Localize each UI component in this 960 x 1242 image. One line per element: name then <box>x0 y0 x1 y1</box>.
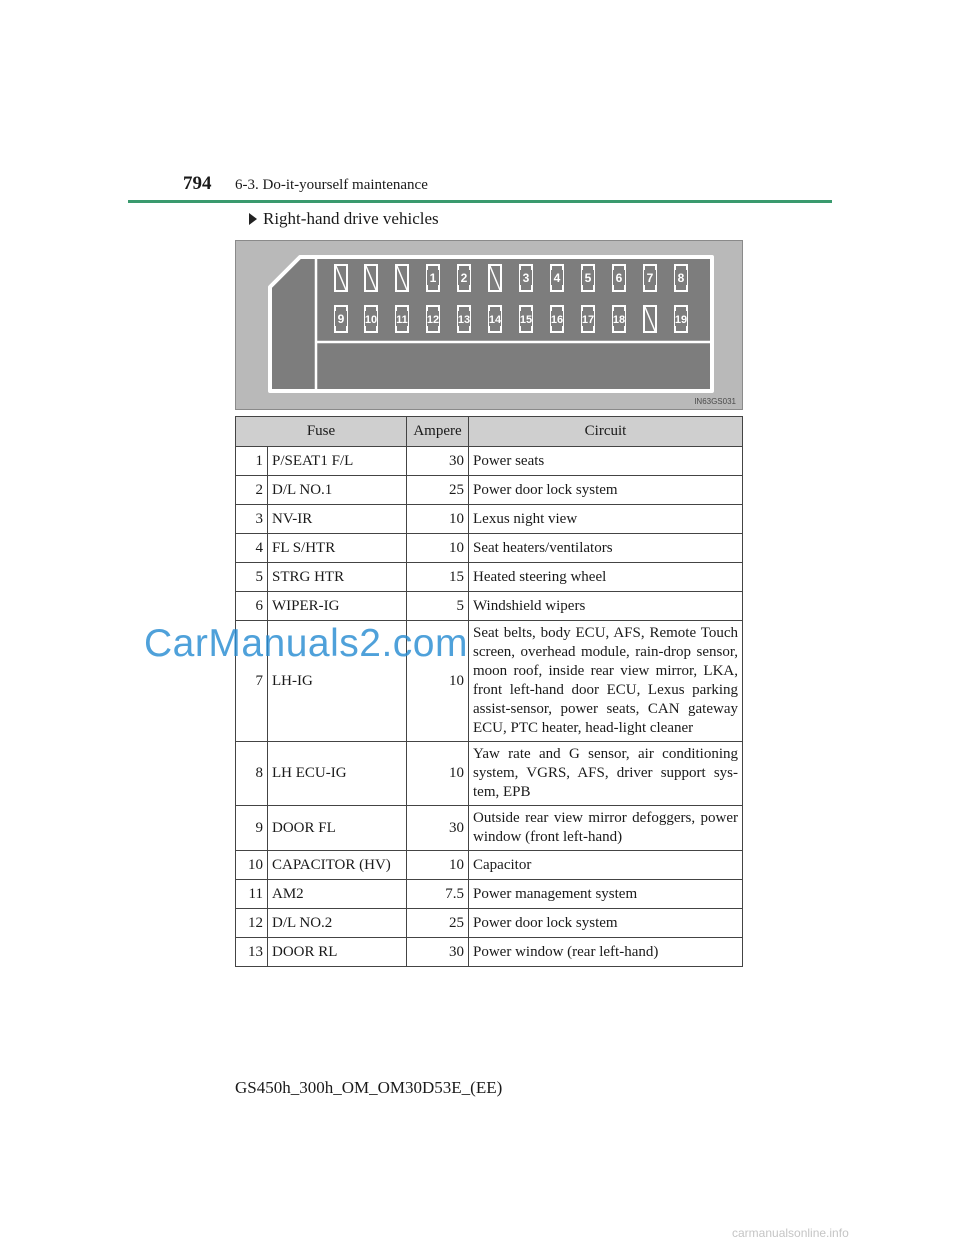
fuse-number: 1 <box>236 447 268 476</box>
footer-site: carmanualsonline.info <box>732 1226 849 1240</box>
fuse-circuit: Heated steering wheel <box>469 563 743 592</box>
fuse-number: 3 <box>236 505 268 534</box>
table-row <box>236 534 743 563</box>
fuse-circuit: Outside rear view mirror defoggers, power window (front left-hand) <box>469 806 743 851</box>
fuse-bottom-label: 16 <box>550 314 564 326</box>
fuse-ampere: 25 <box>407 476 469 505</box>
fuse-ampere: 10 <box>407 742 469 806</box>
fuse-name: DOOR RL <box>268 938 407 967</box>
fuse-box-diagram <box>236 241 744 411</box>
fuse-top-label: 7 <box>646 271 654 285</box>
table-row <box>236 851 743 880</box>
table-row <box>236 742 743 806</box>
header-fuse: Fuse <box>236 417 407 447</box>
section-title: 6-3. Do-it-yourself maintenance <box>235 177 428 193</box>
table-header-row <box>236 417 743 447</box>
fuse-bottom-label: 18 <box>612 314 626 326</box>
watermark: CarManuals2.com <box>144 622 468 665</box>
fuse-number: 6 <box>236 592 268 621</box>
fuse-ampere: 10 <box>407 851 469 880</box>
fuse-ampere: 30 <box>407 806 469 851</box>
fuse-bottom-label: 9 <box>337 312 345 326</box>
fuse-circuit: Power window (rear left-hand) <box>469 938 743 967</box>
fuse-name: FL S/HTR <box>268 534 407 563</box>
fuse-number: 5 <box>236 563 268 592</box>
fuse-circuit: Capacitor <box>469 851 743 880</box>
triangle-bullet-icon <box>249 213 257 225</box>
fuse-bottom-label: 19 <box>674 314 688 326</box>
fuse-circuit: Windshield wipers <box>469 592 743 621</box>
fuse-ampere: 25 <box>407 909 469 938</box>
header-rule <box>128 200 832 203</box>
table-row <box>236 909 743 938</box>
fuse-circuit: Power management system <box>469 880 743 909</box>
table-row <box>236 563 743 592</box>
fuse-name: STRG HTR <box>268 563 407 592</box>
fuse-ampere: 10 <box>407 534 469 563</box>
fuse-number: 12 <box>236 909 268 938</box>
fuse-number: 8 <box>236 742 268 806</box>
fuse-top-label: 8 <box>677 271 685 285</box>
fuse-name: LH-IG <box>268 621 407 742</box>
subheading-text: Right-hand drive vehicles <box>263 209 439 228</box>
fuse-table <box>235 416 743 967</box>
fuse-name: LH ECU-IG <box>268 742 407 806</box>
fuse-top-label: 3 <box>522 271 530 285</box>
fuse-number: 13 <box>236 938 268 967</box>
fuse-bottom-label: 14 <box>488 314 502 326</box>
fuse-circuit: Seat heaters/ventilators <box>469 534 743 563</box>
fuse-top-label: 6 <box>615 271 623 285</box>
fuse-name: WIPER-IG <box>268 592 407 621</box>
fuse-bottom-label: 13 <box>457 314 471 326</box>
table-row <box>236 447 743 476</box>
fuse-ampere: 7.5 <box>407 880 469 909</box>
fuse-name: AM2 <box>268 880 407 909</box>
fuse-ampere: 5 <box>407 592 469 621</box>
fuse-circuit: Power door lock system <box>469 476 743 505</box>
fuse-circuit: Lexus night view <box>469 505 743 534</box>
fuse-top-label: 5 <box>584 271 592 285</box>
fuse-bottom-label: 15 <box>519 314 533 326</box>
fuse-circuit: Yaw rate and G sensor, air conditioning system, VGRS, AFS, driver support sys-tem, EPB <box>469 742 743 806</box>
fuse-number: 7 <box>236 621 268 742</box>
table-row <box>236 880 743 909</box>
fuse-number: 4 <box>236 534 268 563</box>
fuse-name: CAPACITOR (HV) <box>268 851 407 880</box>
fuse-ampere: 30 <box>407 447 469 476</box>
fuse-name: P/SEAT1 F/L <box>268 447 407 476</box>
fuse-ampere: 15 <box>407 563 469 592</box>
figure-code: IN63GS031 <box>694 397 736 406</box>
fuse-bottom-label: 12 <box>426 314 440 326</box>
fuse-number: 11 <box>236 880 268 909</box>
table-row <box>236 806 743 851</box>
fuse-ampere: 10 <box>407 621 469 742</box>
header-circuit: Circuit <box>469 417 743 447</box>
fuse-top-label: 2 <box>460 271 468 285</box>
table-row <box>236 592 743 621</box>
fuse-circuit: Power door lock system <box>469 909 743 938</box>
fuse-number: 2 <box>236 476 268 505</box>
fuse-name: D/L NO.1 <box>268 476 407 505</box>
fuse-ampere: 30 <box>407 938 469 967</box>
header-ampere: Ampere <box>407 417 469 447</box>
fuse-bottom-label: 11 <box>396 314 408 326</box>
table-row <box>236 938 743 967</box>
fuse-number: 10 <box>236 851 268 880</box>
fuse-number: 9 <box>236 806 268 851</box>
fuse-top-label: 1 <box>429 271 437 285</box>
fuse-circuit: Seat belts, body ECU, AFS, Remote Touch screen, overhead module, rain-drop sensor, moon roof, inside rear view mirror, LKA, front left-hand door ECU, Lexus parking assist-sensor, power seats, CAN gateway ECU, PTC heater, head-light cleaner <box>469 621 743 742</box>
table-row <box>236 505 743 534</box>
footer-doc-code: GS450h_300h_OM_OM30D53E_(EE) <box>235 1078 503 1097</box>
fuse-name: D/L NO.2 <box>268 909 407 938</box>
subheading <box>249 209 439 229</box>
fuse-bottom-label: 17 <box>581 314 595 326</box>
page-number: 794 <box>183 173 212 194</box>
fuse-circuit: Power seats <box>469 447 743 476</box>
fuse-ampere: 10 <box>407 505 469 534</box>
fuse-box-figure <box>235 240 743 410</box>
fuse-name: NV-IR <box>268 505 407 534</box>
table-row <box>236 476 743 505</box>
fuse-name: DOOR FL <box>268 806 407 851</box>
fuse-bottom-label: 10 <box>364 314 378 326</box>
fuse-top-label: 4 <box>553 271 561 285</box>
